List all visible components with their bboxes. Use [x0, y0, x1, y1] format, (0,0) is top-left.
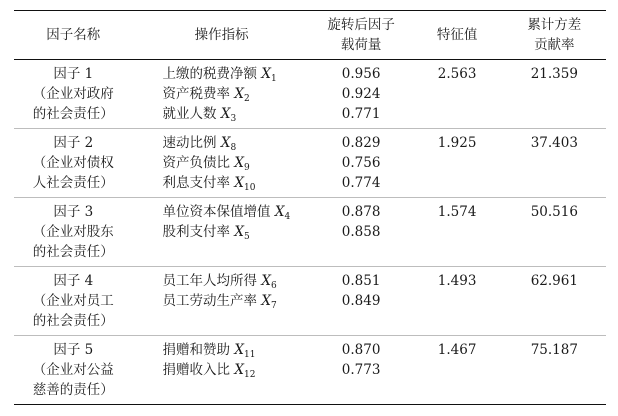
loading-cell: [311, 60, 412, 129]
factor-name-line: （企业对政府: [32, 86, 114, 102]
indicator-item: [163, 291, 309, 311]
indicator-name: 就业人数: [162, 106, 217, 122]
header-variance-line-2: 贡献率: [534, 37, 575, 53]
factor-name-line: 人社会责任）: [32, 175, 114, 191]
indicator-variable: X: [234, 342, 244, 358]
loading-cell: [311, 267, 412, 336]
factor-name-cell: [14, 198, 133, 267]
variance-cell: [503, 60, 606, 129]
factor-name-cell: [14, 336, 133, 405]
loading-value: 0.773: [341, 362, 381, 378]
factor-name-line: （企业对员工: [32, 293, 114, 309]
factor-name-line: 因子 3: [53, 204, 94, 220]
eigenvalue-cell: [412, 129, 503, 198]
indicator-name: 员工劳动生产率: [162, 293, 258, 309]
table-row: [14, 129, 606, 198]
loading-value: 0.774: [341, 175, 381, 191]
variance-cell: [503, 336, 606, 405]
indicator-variable: X: [274, 204, 285, 220]
indicator-item: [163, 64, 309, 84]
factor-name-line: 因子 5: [53, 342, 94, 358]
indicator-name: 股利支付率: [162, 224, 231, 240]
indicator-cell: [133, 60, 311, 129]
indicator-subscript: 10: [243, 183, 256, 193]
table-body: [14, 60, 606, 405]
indicator-subscript: 3: [230, 114, 237, 124]
eigenvalue: 1.925: [437, 135, 477, 151]
variance-cell: [503, 129, 606, 198]
indicator-item: [163, 222, 309, 242]
table-row: [14, 198, 606, 267]
indicator-name: 资产税费率: [162, 86, 231, 102]
indicator-item: [163, 202, 309, 222]
indicator-subscript: 1: [270, 74, 277, 84]
header-loading-line-2: 载荷量: [340, 37, 382, 53]
indicator-name: 单位资本保值增值: [162, 204, 271, 220]
variance-cell: [503, 198, 606, 267]
factor-name-line: （企业对债权: [32, 155, 114, 171]
indicator-item: [163, 153, 309, 173]
indicator-subscript: 2: [243, 94, 250, 104]
loading-value: 0.851: [341, 273, 381, 289]
eigenvalue-cell: [412, 60, 503, 129]
header-loading-line-1: 旋转后因子: [327, 17, 395, 33]
factor-name-line: （企业对股东: [32, 224, 114, 240]
eigenvalue-cell: [412, 198, 503, 267]
cumulative-variance: 21.359: [530, 66, 578, 82]
indicator-item: [163, 340, 309, 360]
cumulative-variance: 62.961: [530, 273, 578, 289]
indicator-name: 资产负债比: [162, 155, 231, 171]
loading-cell: [311, 129, 412, 198]
indicator-name: 上缴的税费净额: [162, 66, 258, 82]
table-row: [14, 336, 606, 405]
indicator-item: [163, 271, 309, 291]
indicator-variable: X: [234, 224, 244, 240]
indicator-cell: [133, 198, 311, 267]
header-eigenvalue: 特征值: [436, 27, 478, 43]
factor-name-line: 因子 1: [53, 66, 94, 82]
loading-value: 0.849: [341, 293, 381, 309]
table-row: [14, 267, 606, 336]
table-header: [14, 11, 606, 60]
indicator-subscript: 11: [243, 350, 256, 360]
indicator-name: 捐赠和赞助: [162, 342, 231, 358]
factor-name-cell: [14, 267, 133, 336]
indicator-name: 员工年人均所得: [162, 273, 258, 289]
indicator-name: 利息支付率: [162, 175, 231, 191]
loading-value: 0.870: [341, 342, 381, 358]
factor-name-line: 的社会责任）: [32, 106, 114, 122]
indicator-variable: X: [261, 273, 271, 289]
loading-value: 0.858: [341, 224, 381, 240]
indicator-variable: X: [261, 66, 271, 82]
loading-cell: [311, 198, 412, 267]
eigenvalue: 1.493: [437, 273, 477, 289]
table-row: [14, 60, 606, 129]
indicator-subscript: 8: [230, 143, 237, 153]
eigenvalue: 1.574: [437, 204, 477, 220]
indicator-variable: X: [234, 155, 244, 171]
variance-cell: [503, 267, 606, 336]
indicator-variable: X: [220, 135, 231, 151]
loading-cell: [311, 336, 412, 405]
factor-name-line: 的社会责任）: [32, 244, 114, 260]
indicator-variable: X: [234, 362, 244, 378]
indicator-item: [163, 133, 309, 153]
eigenvalue: 1.467: [437, 342, 477, 358]
cumulative-variance: 50.516: [530, 204, 578, 220]
indicator-variable: X: [234, 86, 244, 102]
header-variance: [503, 11, 606, 60]
loading-value: 0.878: [341, 204, 381, 220]
factor-name-line: 的社会责任）: [32, 313, 114, 329]
factor-name-line: （企业对公益: [32, 362, 114, 378]
factor-name-line: 因子 2: [53, 135, 94, 151]
eigenvalue-cell: [412, 336, 503, 405]
indicator-item: [163, 84, 309, 104]
factor-name-cell: [14, 60, 133, 129]
indicator-variable: X: [261, 293, 271, 309]
indicator-subscript: 6: [270, 281, 277, 291]
cumulative-variance: 37.403: [530, 135, 578, 151]
indicator-variable: X: [220, 106, 231, 122]
header-loading: [311, 11, 412, 60]
eigenvalue-cell: [412, 267, 503, 336]
indicator-cell: [133, 336, 311, 405]
indicator-subscript: 4: [284, 212, 291, 222]
indicator-subscript: 5: [243, 232, 250, 242]
indicator-name: 捐赠收入比: [162, 362, 231, 378]
indicator-item: [163, 173, 309, 193]
header-row: [14, 11, 606, 60]
header-indicator: 操作指标: [194, 27, 249, 43]
loading-value: 0.771: [341, 106, 381, 122]
loading-value: 0.956: [341, 66, 381, 82]
loading-value: 0.829: [341, 135, 381, 151]
indicator-item: [163, 360, 309, 380]
header-variance-line-1: 累计方差: [527, 17, 582, 33]
indicator-subscript: 9: [243, 163, 250, 173]
factor-name-line: 因子 4: [53, 273, 94, 289]
eigenvalue: 2.563: [437, 66, 477, 82]
indicator-variable: X: [234, 175, 244, 191]
factor-name-line: 慈善的责任）: [32, 382, 114, 398]
indicator-subscript: 7: [270, 301, 277, 311]
cumulative-variance: 75.187: [530, 342, 578, 358]
factor-name-cell: [14, 129, 133, 198]
indicator-subscript: 12: [243, 370, 256, 380]
indicator-item: [163, 104, 309, 124]
factor-loading-table: [14, 10, 606, 405]
indicator-name: 速动比例: [162, 135, 217, 151]
loading-value: 0.756: [341, 155, 381, 171]
loading-value: 0.924: [341, 86, 381, 102]
indicator-cell: [133, 129, 311, 198]
indicator-cell: [133, 267, 311, 336]
header-factor-name: 因子名称: [46, 27, 101, 43]
